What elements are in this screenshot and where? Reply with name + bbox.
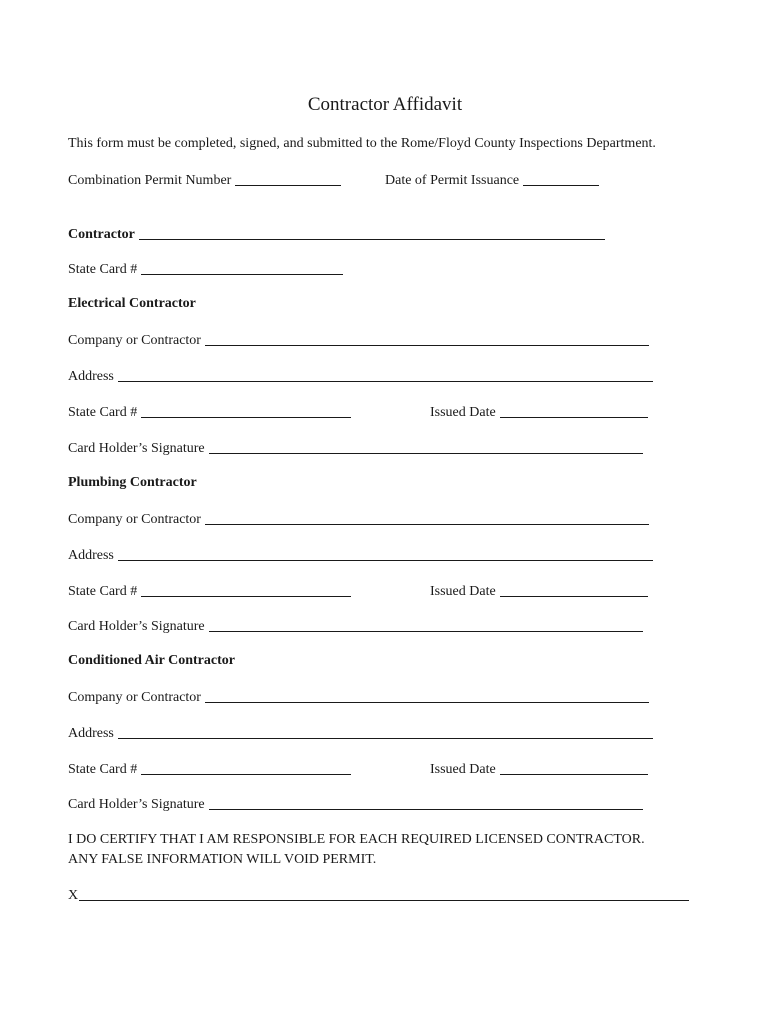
contractor-state-card-field[interactable]	[141, 261, 343, 275]
permit-date-label: Date of Permit Issuance	[385, 173, 520, 188]
section-heading: Conditioned Air Contractor	[68, 653, 235, 668]
electrical-company-field[interactable]	[205, 332, 649, 346]
electrical-signature-row	[68, 440, 643, 457]
contractor-field[interactable]	[139, 226, 605, 240]
plumbing-company-field[interactable]	[205, 511, 649, 525]
electrical-signature-field[interactable]	[209, 440, 643, 454]
permit-number-label: Combination Permit Number	[68, 173, 232, 188]
permit-number-row	[68, 172, 341, 189]
electrical-state-card-row	[68, 404, 351, 421]
certification-statement	[68, 830, 718, 870]
intro-text	[68, 136, 656, 152]
plumbing-signature-row	[68, 618, 643, 635]
plumbing-address-field[interactable]	[118, 547, 653, 561]
conditioned-air-state-card-row	[68, 761, 351, 778]
conditioned-air-heading	[68, 653, 235, 669]
contractor-state-card-row	[68, 261, 343, 278]
signature-mark: X	[68, 888, 79, 903]
plumbing-heading	[68, 475, 197, 491]
issued-date-label: Issued Date	[430, 762, 496, 777]
company-label: Company or Contractor	[68, 690, 201, 705]
plumbing-address-row	[68, 547, 653, 564]
state-card-label: State Card #	[68, 262, 138, 277]
conditioned-air-address-field[interactable]	[118, 725, 653, 739]
conditioned-air-company-row	[68, 689, 649, 706]
permit-date-field[interactable]	[523, 172, 599, 186]
electrical-company-row	[68, 332, 649, 349]
plumbing-state-card-field[interactable]	[141, 583, 351, 597]
certification-line-1: I DO CERTIFY THAT I AM RESPONSIBLE FOR EACH REQUIRED LICENSED CONTRACTOR.	[68, 832, 645, 847]
conditioned-air-address-row	[68, 725, 653, 742]
state-card-label: State Card #	[68, 584, 138, 599]
conditioned-air-signature-field[interactable]	[209, 796, 643, 810]
conditioned-air-company-field[interactable]	[205, 689, 649, 703]
final-signature-row	[68, 887, 689, 904]
permit-number-field[interactable]	[235, 172, 341, 186]
company-label: Company or Contractor	[68, 333, 201, 348]
section-heading: Plumbing Contractor	[68, 475, 197, 490]
address-label: Address	[68, 548, 114, 563]
plumbing-signature-field[interactable]	[209, 618, 643, 632]
conditioned-air-issued-date-row	[430, 761, 648, 778]
page-title: Contractor Affidavit	[307, 94, 463, 115]
state-card-label: State Card #	[68, 762, 138, 777]
electrical-issued-date-row	[430, 404, 648, 421]
plumbing-issued-date-row	[430, 583, 648, 600]
plumbing-state-card-row	[68, 583, 351, 600]
signature-label: Card Holder’s Signature	[68, 797, 205, 812]
state-card-label: State Card #	[68, 405, 138, 420]
electrical-heading	[68, 296, 196, 312]
intro-label: This form must be completed, signed, and submitted to the Rome/Floyd County Inspections Department.	[68, 136, 656, 151]
conditioned-air-issued-date-field[interactable]	[500, 761, 648, 775]
electrical-address-row	[68, 368, 653, 385]
section-heading: Electrical Contractor	[68, 296, 196, 311]
certification-line-2: ANY FALSE INFORMATION WILL VOID PERMIT.	[68, 852, 377, 867]
contractor-label: Contractor	[68, 227, 135, 242]
issued-date-label: Issued Date	[430, 584, 496, 599]
address-label: Address	[68, 726, 114, 741]
contractor-row	[68, 226, 605, 243]
company-label: Company or Contractor	[68, 512, 201, 527]
signature-label: Card Holder’s Signature	[68, 441, 205, 456]
conditioned-air-state-card-field[interactable]	[141, 761, 351, 775]
issued-date-label: Issued Date	[430, 405, 496, 420]
conditioned-air-signature-row	[68, 796, 643, 813]
plumbing-issued-date-field[interactable]	[500, 583, 648, 597]
permit-date-row	[385, 172, 599, 189]
address-label: Address	[68, 369, 114, 384]
electrical-address-field[interactable]	[118, 368, 653, 382]
final-signature-field[interactable]	[79, 887, 689, 901]
electrical-state-card-field[interactable]	[141, 404, 351, 418]
plumbing-company-row	[68, 511, 649, 528]
electrical-issued-date-field[interactable]	[500, 404, 648, 418]
signature-label: Card Holder’s Signature	[68, 619, 205, 634]
